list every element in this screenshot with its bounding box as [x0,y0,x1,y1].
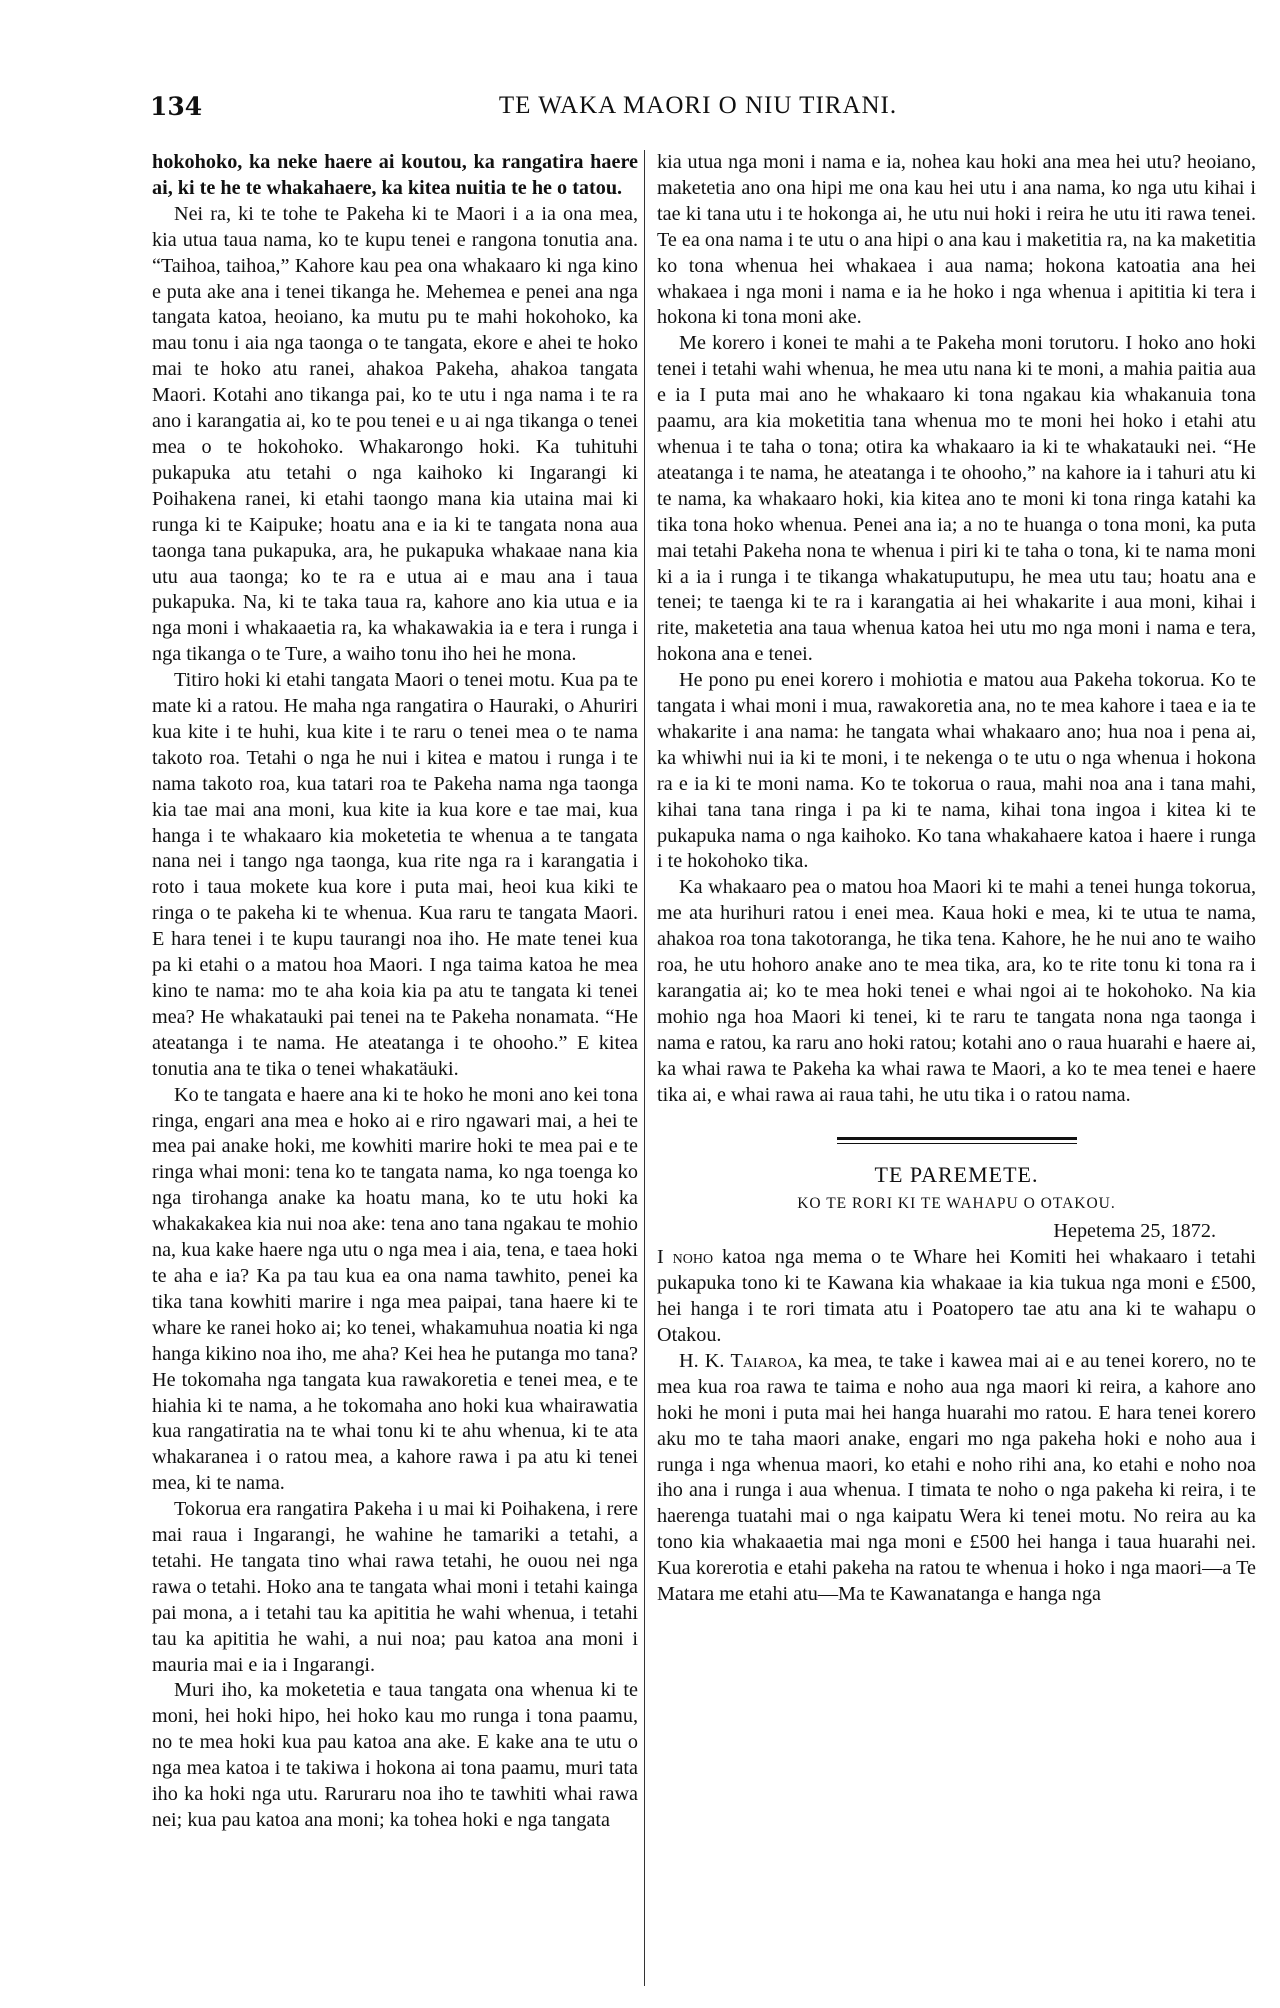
paragraph-text: katoa nga mema o te Whare hei Komiti hei whakaaro i tetahi pukapuka tono ki te Kawana kia whakaae ia kia tukua nga moni e £500, hei hanga i te rori timata atu i Poatopero tae atu ana ki te wahapu o Otakou. [657,1246,1257,1346]
dateline: Hepetema 25, 1872. [1053,1220,1216,1243]
paragraph: Ka whakaaro pea o matou hoa Maori ki te mahi a tenei hunga tokorua, me ata hurihuri ratou i enei mea. Kaua hoki e mea, ki te utua te nama, ahakoa roa tona takotoranga, he tika tena. Kahore, he he nui ano te waiho roa, he utu hohoro anake ano te mea tika, ara, ko te rite tonu ki tona ra i karangatia ai; ko te mea hoki tenei e whai ngoi ai te hokohoko. Na kia mohio nga hoa Maori ki tenei, ki te raru te tangata nona nga taonga i nama e ratou, ka raru ano hoki ratou; kotahi ano o raua huarahi e haere ai, ka whai rawa te Pakeha ka whai rawa te Maori, a ko te mea tenei e haere tika ai, e whai rawa ai raua tahi, he utu tika i o ratou nama. [657,876,1256,1106]
lead-smallcaps: noho [672,1246,714,1269]
section-heading: TE PAREMETE. [874,1161,1039,1187]
paragraph: Me korero i konei te mahi a te Pakeha moni torutoru. I hoko ano hoki tenei i tetahi wahi whenua, he mea utu nana ki te moni, a mahia paitia aua e ia I puta mai ano he whakaaro ki tona ngakau kia whakanuia tona paamu, ara kia moketitia tana whenua mo te moni hei hoko i etahi atu whenua i te taha o tona; otira ka whakaaro ia ki te whakatauki nei. “He ateatanga i te nama, he ateatanga i te ohooho,” na kahore ia i tahuri atu ki te nama, ka whakaaro hoki, kia kitea ano te moni ki tona ringa katahi ka tika tona hoko whenua. Penei ana ia; a no te huanga o tona moni, ka puta mai tetahi Pakeha nona te whenua i piri ki te taha o tona, ki te nama moni ki a ia i runga i te tikanga whakatuputupu, he mea utu tau; hoatu ana e tenei; te taenga ki te ra i karangatia ai hei whakarite i aua moni, kihai i rite, maketetia ana taua whenua katoa hei utu mo nga moni i nama e tera, hokona ana e tenei. [657,332,1256,666]
speaker-initials: H. K. [679,1349,731,1372]
paragraph: Tokorua era rangatira Pakeha i u mai ki Poihakena, i rere mai raua i Ingarangi, he wahine he tamariki a tetahi, a tetahi. He tangata tino whai rawa tetahi, he ouou nei nga rawa o tetahi. Hoko ana te tangata whai moni i tetahi kainga pai mona, a i tetahi tau ka apititia he wahi whenua, i tetahi tau ka apititia he wahi, a nui noa; pau katoa ana moni i mauria mai e ia i Ingarangi. [152,1498,638,1676]
paragraph [657,1349,1256,1608]
section-subheading: KO TE RORI KI TE WAHAPU O OTAKOU. [797,1195,1116,1213]
paragraph: Nei ra, ki te tohe te Pakeha ki te Maori i a ia ona mea, kia utua taua nama, ko te kupu tenei e rangona tonutia ana. “Taihoa, taihoa,” Kahore kau pea ona whakaaro ki nga kino e puta ake ana i tenei tikanga he. Mehemea e penei ana nga tangata katoa, heoiano, ka mutu pu te mahi hokohoko, ka mau tonu i aia nga taonga o te tangata, ekore e ahei te hoko mai te hoko atu ranei, ahakoa Pakeha, ahakoa tangata Maori. Kotahi ano tikanga pai, ko te utu i nga nama i te ra ano i karangatia ai, ko te pou tenei e u ai nga tikanga o tenei mea o te hokohoko. Whakarongo hoki. Ka tuhituhi pukapuka atu tetahi o nga kaihoko ki Ingarangi ki Poihakena ranei, ki etahi taongo mana kia utaina mai ki runga ki te Kaipuke; hoatu ana e ia ki te tangata nona aua taonga tana pukapuka, ara, he pukapuka whakaae nana kia utu aua taonga; ko te ra e utua ai e mau ana i taua pukapuka. Na, ki te taka taua ra, kahore ano kia utua e ia nga moni i whakaaetia ra, ka whakawakia ia e tera i runga i nga tikanga o te Ture, a waiho tonu iho hei he mona. [152,202,638,666]
paragraph: Ko te tangata e haere ana ki te hoko he moni ano kei tona ringa, engari ana mea e hoko ai e riro ngawari mai, a hei te mea pai anake hoki, me kowhiti marire hoki te mea pai e te ringa whai moni: tena ko te tangata nama, ko nga toenga ko nga tirohanga anake ka hoatu mana, ko te utu hoki ka whakakakea kia nui noa ake: tena ano tana ngakau te mohio na, kua kake haere nga utu o nga mea i aia, tena, e taea hoki te aha e ia? Ka pa tau kua ea ona nama tawhito, penei ka tika tana kowhiti marire i nga mea paipai, tana haere ki te whare ke ranei hoko ai; ko tenei, whakamuhua noatia ki nga hanga kikino noa iho, me aha? Kei hea he putanga mo tana? He tokomaha nga tangata kua rawakoretia e tenei mea, e te hiahia ki te nama, a he tokomaha ano hoki kua whairawatia kua rangatiratia na te whai tonu ki te ahu whenua, ki te ata whakaranea i o ratou mea, a kahore rawa i pa atu ki tenei mea, ki te nama. [152,1083,639,1495]
page-header [150,92,1246,132]
paragraph: Muri iho, ka moketetia e taua tangata ona whenua ki te moni, hei hoki hipo, hei hoko kau mo runga i tona paamu, no te mea hoki kua pau katoa ana ake. E kake ana te utu o nga mea katoa i te takiwa i hokona ai tona paamu, muri tata iho ka hoki nga utu. Raruraru noa iho te tawhiti whai rawa nei; kua pau katoa ana moni; ka tohea hoki e nga tangata [152,1679,638,1831]
paragraph: kia utua nga moni i nama e ia, nohea kau hoki ana mea hei utu? heoiano, maketetia ano ona hipi me ona kau hei utu i ana nama, ko nga utu kihai i tae ki tana utu i te hokonga ai, he utu nui hoki i reira he utu iti rawa tenei. Te ea ona nama i te utu o ana hipi o ana kau i maketitia ra, na ka maketitia ko tona whenua hei whakaea i aua nama; hokona katoatia ana hei whakaea i nga moni i nama e ia he hoko i nga whenua i apititia ki tera i hokona ki tona moni ake. [657,151,1256,329]
column-divider [644,150,645,1986]
paragraph-text: , ka mea, te take i kawea mai ai e au tenei korero, no te mea kua roa rawa te taima e noho aua nga maori ki reira, a kahore ano hoki he moni i puta mai hei hanga huarahi mo ratou. E hara tenei korero aku mo te taha maori anake, engari mo nga pakeha hoki e noho aua i runga i nga whenua maori, ko etahi e noho rihi ana, ko etahi e noho noa iho ana i runga i aua whenua. I timata te noho o nga pakeha ki reira, i te haerenga tuatahi mai o nga kaipatu Wera ki tenei motu. No reira au ka tono kia whakaaetia mai nga moni e £500 hei hanga i taua huarahi nei. Kua korerotia e etahi pakeha na ratou te whenua i hoko i nga maori—a Te Matara me etahi atu—Ma te Kawanatanga e hanga nga [657,1349,1256,1606]
paragraph: He pono pu enei korero i mohiotia e matou aua Pakeha tokorua. Ko te tangata i whai moni i mua, rawakoretia ana, no te mea kahore i taea e ia te whakarite i ana nama: he tangata whai whakaaro ano; hua noa i pena ai, ka whiwhi nui ia ki te moni, i te nekenga o te utu o nga whenua i hokona ra e ia ki te moni nama. Ko te tokorua o raua, mahi noa ana i tana mahi, kihai tana tana ringa i pa ki te nama, kihai tona ingoa i kitea ki te pukapuka nama o nga kaihoko. Ko tana whakahaere katoa i haere i runga i te hokohoko tika. [657,669,1256,873]
running-title: TE WAKA MAORI O NIU TIRANI. [498,92,898,119]
page-number: 134 [150,92,203,121]
left-column [152,150,638,1834]
section-divider-rule [837,1137,1077,1144]
drop-lead: I [657,1246,664,1269]
right-column [647,150,1256,1608]
paragraph: Titiro hoki ki etahi tangata Maori o tenei motu. Kua pa te mate ki a ratou. He maha nga rangatira o Hauraki, o Ahuriri kua kite i te huhi, kua kite i te raru o tenei mea o te nama takoto roa. Tetahi o nga he nui i kitea e matou i runga i te nama takoto roa, kua tatari roa te Pakeha nama nga taonga kia tae mai ana moni, kua kite ia kua kore e tae mai, kua hanga i te whakaaro kia moketetia te whenua a te tangata nana nei i tango nga taonga, kua rite nga ra i karangatia i roto i taua mokete kua kore i puta mai, heoi kua kiki te ringa o te pakeha ki te whenua. Kua raru te tangata Maori. E hara tenei i te kupu taurangi noa iho. He mate tenei kua pa ki etahi o a matou hoa Maori. I nga taima katoa he mea kino te nama: mo te aha koia kia pa atu te tangata ki tenei mea? He whakatauki pai tenei na te Pakeha nonamata. “He ateatanga i te nama. He ateatanga i te ohooho.” E kitea tonutia ana te tika o tenei whakatäuki. [152,669,638,1080]
paragraph: hokohoko, ka neke haere ai koutou, ka rangatira haere ai, ki te he te whakahaere, ka kitea nuitia te he o tatou. [152,151,638,199]
speaker-name: Taiaroa [730,1349,798,1372]
paragraph [657,1245,1256,1349]
